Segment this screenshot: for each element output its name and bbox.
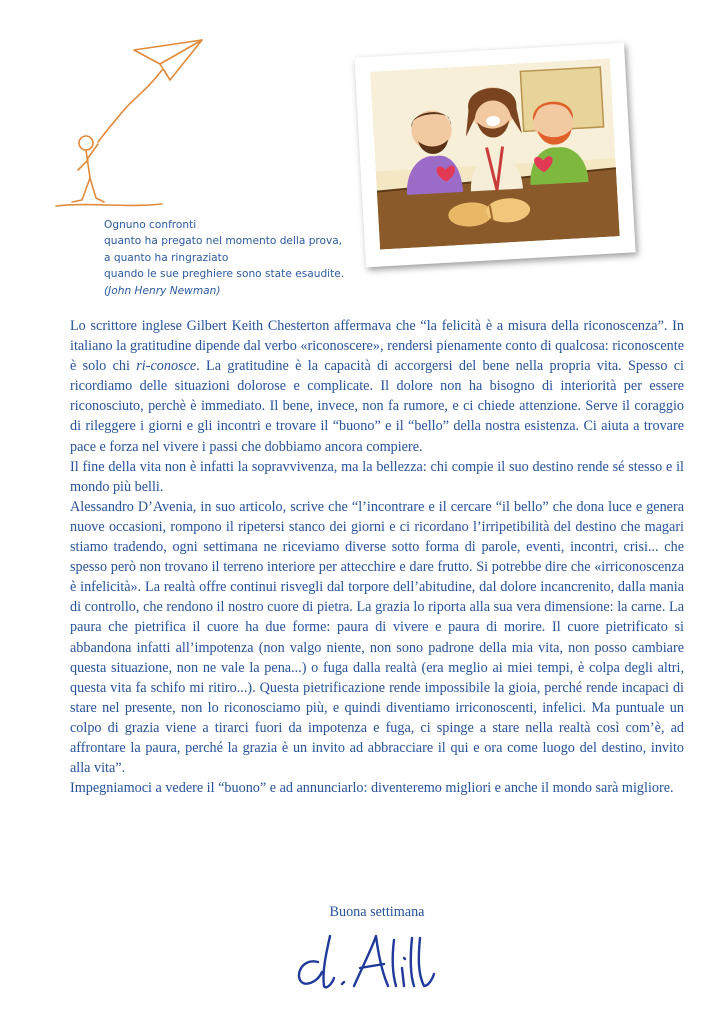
paragraph: Alessandro D’Avenia, in suo articolo, scrive che “l’incontrare e il cercare “il bello” che dona luce e genera nuove occasioni, rompono il ripetersi stanco dei giorni e ci ricordano l’irripetibilità del destino che magari stiamo tradendo, ogni settimana ne riceviamo diverse sotto forma di parole, eventi, incontri, crisi... che spesso però non trovano il terreno interiore per attecchire e dare frutto. Si potrebbe dire che «irriconoscenza è infelicità». La realtà offre continui risvegli dal torpore dell’abitudine, dal dolore incancrenito, dalla mania di controllo, che rendono il nostro cuore di pietra. La grazia lo riporta alla sua vera dimensione: la carne. La paura che pietrifica il cuore ha due forme: paura di vivere e paura di morire. Il cuore pietrificato si abbandona infatti all’impotenza (non valgo niente, non sono padrone della mia vita, non posso cambiare questa situazione, non ne vale la pena...) o fuga dalla realtà (era meglio ai miei tempi, è colpa degli altri, questa vita fa schifo mi ritiro...). Questa pietrificazione rende impossibile la gioia, perché rende incapaci di stare nel presente, non lo riconosciamo più, e quindi diventiamo irriconoscenti, infelici. Ma puntuale un colpo di grazia viene a tirarci fuori da impotenza e fuga, ci spinge a stare nella realtà così com’è, ad affrontare la paura, perché la grazia è un invito ad abbracciare il qui e ora come luogo del destino, invito alla vita”. <box>70 498 684 777</box>
paragraph <box>70 316 684 457</box>
illustration-photo-frame <box>354 43 635 268</box>
quote-line: quanto ha pregato nel momento della prova, <box>104 235 343 248</box>
illustration-icon <box>370 58 620 249</box>
quote-line: Ognuno confronti <box>104 219 197 231</box>
paragraph-text: . La gratitudine è la capacità di accorgersi del bene nella propria vita. Spesso ci ricordiamo delle situazioni dolorose e complicate. Il dolore non ha bisogno di interiorità per essere riconosciuto, perchè è immediato. Il bene, invece, non fa rumore, e ci chiede attenzione. Serve il coraggio di rileggere i giorni e gli incontri e trovare il “buono” e il “bello” della nostra esistenza. Ci aiuta a trovare pace e forza nel vivere i passi che dobbiamo ancora compiere. <box>70 358 684 455</box>
quote-line: a quanto ha ringraziato <box>104 251 229 264</box>
paragraph: Impegniamoci a vedere il “buono” e ad annunciarlo: diventeremo migliori e anche il mondo sarà migliore. <box>70 780 674 797</box>
handwritten-signature <box>290 928 440 998</box>
emphasized-word: ri-conosce <box>136 358 197 375</box>
paper-plane-kite-drawing <box>52 30 282 220</box>
paragraph-text: Lo scrittore inglese Gilbert Keith Chesterton affermava che “la felicità è a misura della riconoscenza”. In italiano la gratitudine dipende dal verbo «riconoscere», rendersi pienamente conto di qualcosa: riconoscente è solo chi <box>70 318 684 375</box>
closing-greeting: Buona settimana <box>329 904 425 920</box>
newman-quote <box>104 217 364 299</box>
quote-line: quando le sue preghiere sono state esaudite. <box>104 268 345 281</box>
quote-author: (John Henry Newman) <box>104 284 221 297</box>
paragraph: Il fine della vita non è infatti la sopravvivenza, ma la bellezza: chi compie il suo destino rende sé stesso e il mondo più belli. <box>70 458 684 495</box>
article-body <box>70 316 684 798</box>
